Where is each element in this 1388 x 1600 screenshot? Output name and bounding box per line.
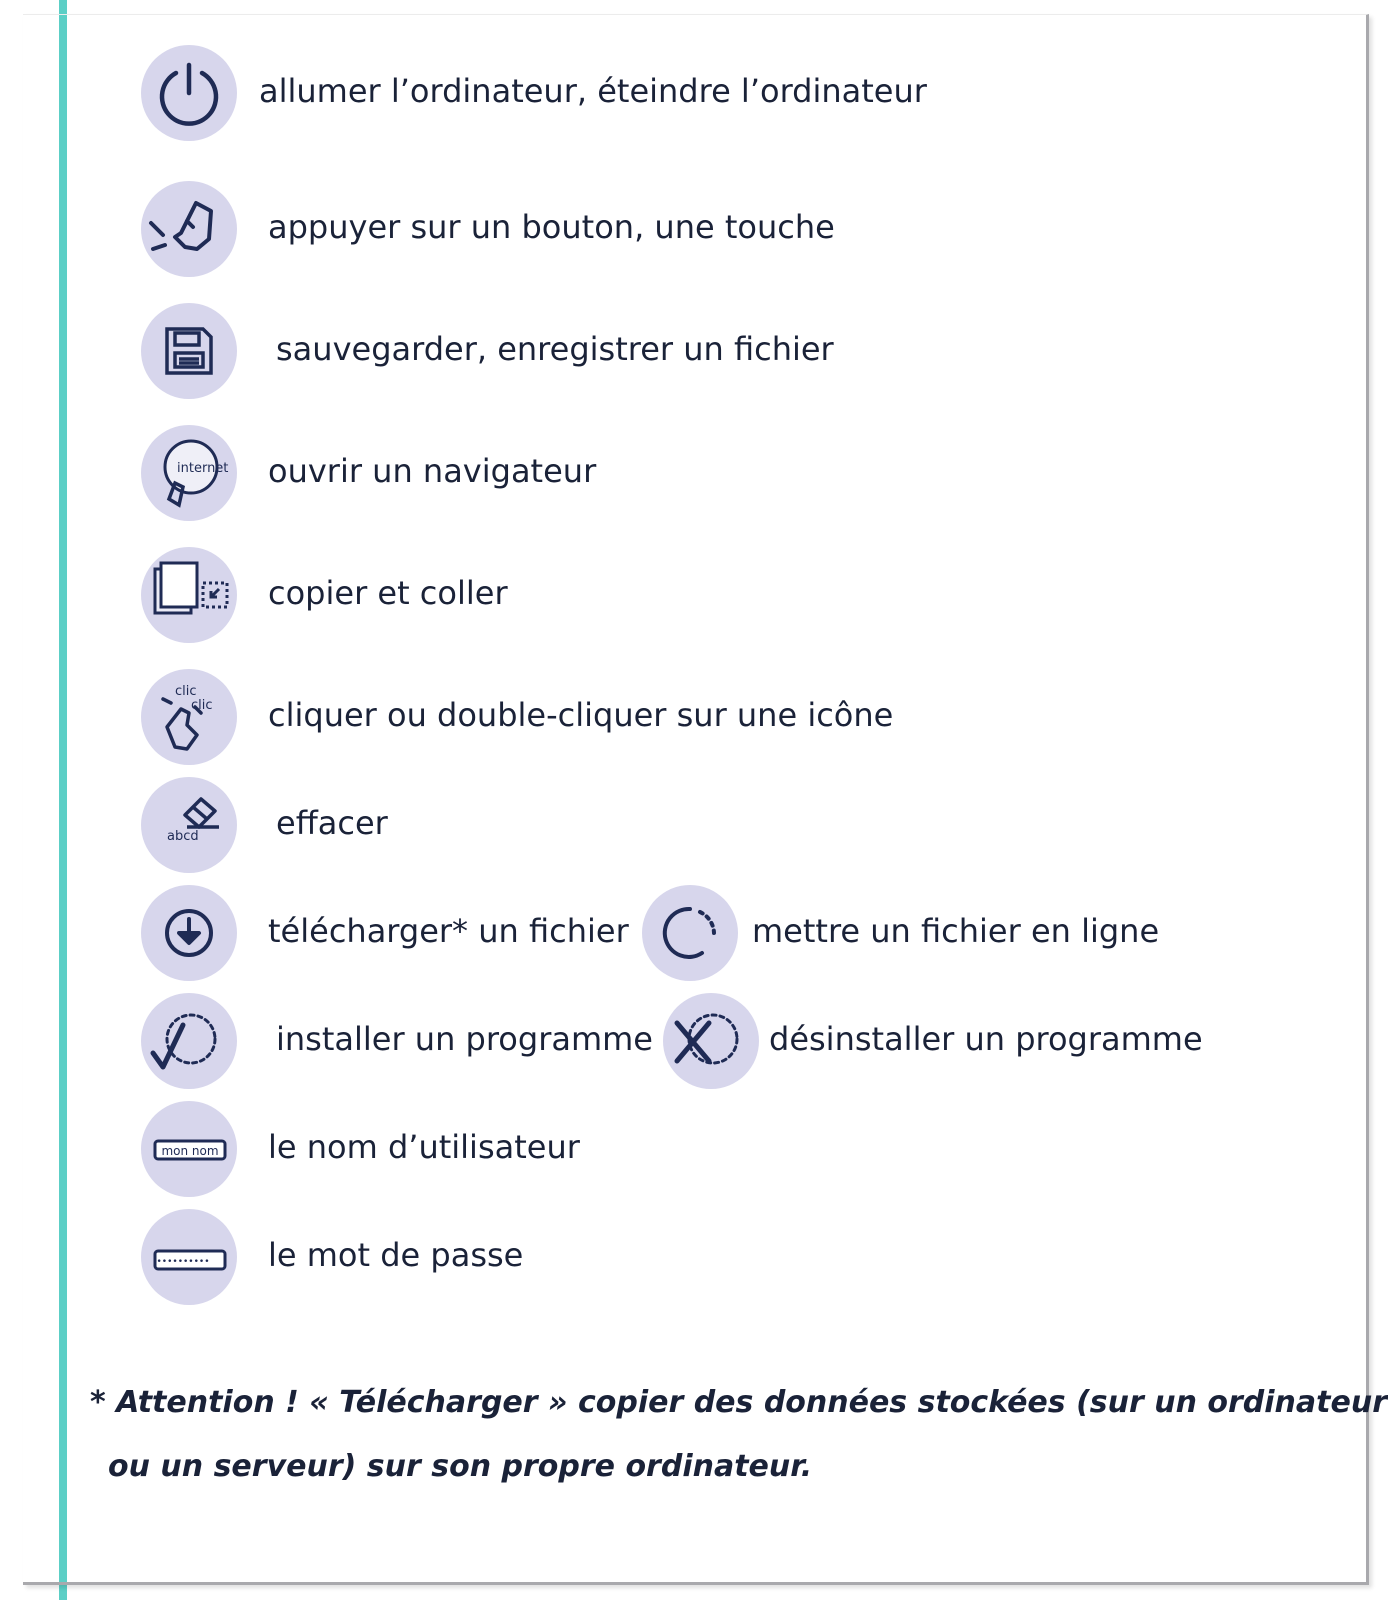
item-label-uninstall: désinstaller un programme: [769, 1020, 1203, 1058]
username-field-icon: [141, 1101, 237, 1197]
item-label-download: télécharger* un fichier: [268, 912, 629, 950]
item-label-power: allumer l’ordinateur, éteindre l’ordinateur: [259, 72, 927, 110]
eraser-icon: [141, 777, 237, 873]
internet-icon-text: internet: [177, 461, 229, 476]
click-icon-text-1: clic: [175, 684, 197, 699]
item-label-press-button: appuyer sur un bouton, une touche: [268, 208, 835, 246]
internet-browser-icon: [141, 425, 237, 521]
password-field-icon: [141, 1209, 237, 1305]
download-icon: [141, 885, 237, 981]
item-label-username: le nom d’utilisateur: [268, 1128, 580, 1166]
click-icon-text-2: clic: [191, 698, 213, 713]
eraser-icon-text: abcd: [167, 829, 199, 844]
username-icon-text: mon nom: [161, 1144, 219, 1158]
item-label-erase: effacer: [276, 804, 388, 842]
floppy-disk-icon: [141, 303, 237, 399]
item-label-save: sauvegarder, enregistrer un fichier: [276, 330, 834, 368]
item-label-copy-paste: copier et coller: [268, 574, 508, 612]
upload-progress-icon: [642, 885, 738, 981]
power-icon: [141, 45, 237, 141]
item-label-upload: mettre un fichier en ligne: [752, 912, 1160, 950]
password-icon-text: ••••••••••: [156, 1257, 210, 1267]
item-label-click: cliquer ou double-cliquer sur une icône: [268, 696, 894, 734]
footnote-line-2: ou un serveur) sur son propre ordinateur.: [108, 1449, 813, 1484]
item-label-browser: ouvrir un navigateur: [268, 452, 597, 490]
press-button-hand-icon: [141, 181, 237, 277]
copy-paste-icon: [141, 547, 237, 643]
uninstall-cross-icon: [663, 993, 759, 1089]
install-check-icon: [141, 993, 237, 1089]
footnote-line-1: * Attention ! « Télécharger » copier des données stockées (sur un ordinateur: [90, 1385, 1388, 1420]
item-label-password: le mot de passe: [268, 1236, 524, 1274]
click-hand-icon: [141, 669, 237, 765]
item-label-install: installer un programme: [276, 1020, 653, 1058]
